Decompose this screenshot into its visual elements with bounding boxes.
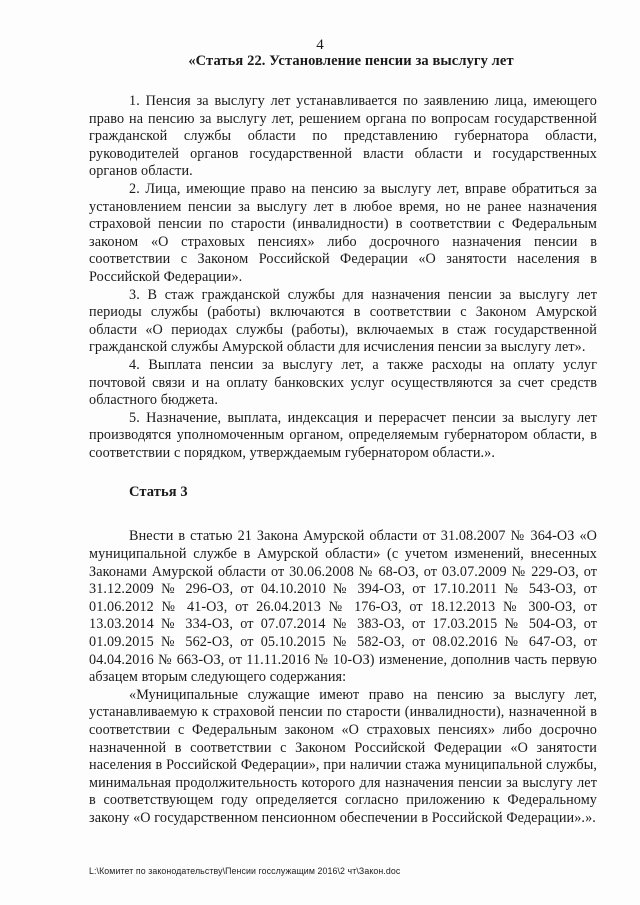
page-number: 4 bbox=[316, 37, 324, 53]
article-3-quote: «Муниципальные служащие имеют право на пенсию за выслугу лет, устанавливаемую к страховой пенсии по старости (инвалидности), назначенной в соответствии с Федеральным законом «О страховых пенсиях» либо досрочно назначенной в соответствии с Законом Российской Федерации «О занятости населения в Российской Федерации», при наличии стажа муниципальной службы, минимальная продолжительность которого для назначения пенсии за выслугу лет в соответствующем году определяется согласно приложению к Федеральному закону «О государственном пенсионном обеспечении в Российской Федерации».». bbox=[89, 686, 597, 826]
article-22-paragraph-2: 2. Лица, имеющие право на пенсию за выслугу лет, вправе обратиться за установлением пенсии за выслугу лет в любое время, но не ранее назначения страховой пенсии по старости (инвалидности) в соответствии с Федеральным законом «О страховых пенсиях» либо досрочного назначения пенсии в соответствии с Законом Российской Федерации «О занятости населения в Российской Федерации». bbox=[89, 180, 597, 285]
file-path-footer: L:\Комитет по законодательству\Пенсии госслужащим 2016\2 чт\Закон.doc bbox=[89, 866, 401, 876]
article-3-title: Статья 3 bbox=[129, 484, 188, 501]
article-3-intro: Внести в статью 21 Закона Амурской области от 31.08.2007 № 364-ОЗ «О муниципальной службе в Амурской области» (с учетом изменений, внесенных Законами Амурской области от 30.06.2008 № 68-ОЗ, от 03.07.2009 № 229-ОЗ, от 31.12.2009 № 296-ОЗ, от 04.10.2010 № 394-ОЗ, от 17.10.2011 № 543-ОЗ, от 01.06.2012 № 41-ОЗ, от 26.04.2013 № 176-ОЗ, от 18.12.2013 № 300-ОЗ, от 13.03.2014 № 334-ОЗ, от 07.07.2014 № 383-ОЗ, от 17.03.2015 № 504-ОЗ, от 01.09.2015 № 562-ОЗ, от 05.10.2015 № 582-ОЗ, от 08.02.2016 № 647-ОЗ, от 04.04.2016 № 663-ОЗ, от 11.11.2016 № 10-ОЗ) изменение, дополнив часть первую абзацем вторым следующего содержания: bbox=[89, 528, 597, 686]
article-22-heading: «Статья 22. Установление пенсии за выслугу лет bbox=[188, 53, 514, 69]
document-body bbox=[89, 52, 597, 828]
article-22-paragraph-3: 3. В стаж гражданской службы для назначения пенсии за выслугу лет периоды службы (работы) включаются в соответствии с Законом Амурской области «О периодах службы (работы), включаемых в стаж государственной гражданской службы Амурской области для исчисления пенсии за выслугу лет». bbox=[89, 286, 597, 356]
article-22-paragraph-1: 1. Пенсия за выслугу лет устанавливается по заявлению лица, имеющего право на пенсию за выслугу лет, решением органа по вопросам государственной гражданской службы области по представлению губернатора области, руководителей органов государственной власти области и государственных органов области. bbox=[89, 93, 597, 180]
article-22-paragraph-4: 4. Выплата пенсии за выслугу лет, а также расходы на оплату услуг почтовой связи и на оплату банковских услуг осуществляются за счет средств областного бюджета. bbox=[89, 356, 597, 409]
article-22-paragraph-5: 5. Назначение, выплата, индексация и перерасчет пенсии за выслугу лет производятся уполномоченным органом, определяемым губернатором области, в соответствии с порядком, утверждаемым губернатором области.». bbox=[89, 409, 597, 461]
